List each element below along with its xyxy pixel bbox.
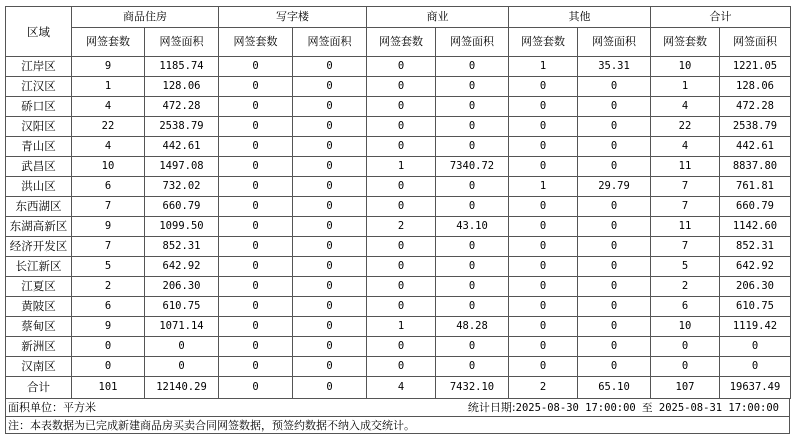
header-row-sub (6, 28, 791, 57)
count-cell: 0 (219, 57, 293, 77)
count-cell: 0 (219, 357, 293, 377)
area-cell: 0 (293, 97, 367, 117)
count-cell: 0 (509, 297, 578, 317)
region-name: 武昌区 (6, 157, 72, 177)
count-cell: 9 (72, 217, 145, 237)
table-row (6, 177, 791, 197)
area-cell: 0 (436, 137, 509, 157)
area-cell: 442.61 (145, 137, 219, 157)
count-cell: 11 (651, 157, 720, 177)
count-cell: 0 (509, 237, 578, 257)
area-cell: 0 (436, 237, 509, 257)
area-cell: 0 (436, 197, 509, 217)
group-header: 合计 (651, 7, 791, 28)
count-cell: 1 (367, 157, 436, 177)
area-cell: 7340.72 (436, 157, 509, 177)
count-cell: 0 (219, 157, 293, 177)
area-cell: 0 (578, 77, 651, 97)
table-body (6, 57, 791, 399)
region-name: 经济开发区 (6, 237, 72, 257)
area-cell: 206.30 (145, 277, 219, 297)
group-header: 其他 (509, 7, 651, 28)
region-name: 蔡甸区 (6, 317, 72, 337)
count-cell: 0 (367, 337, 436, 357)
area-cell: 0 (578, 97, 651, 117)
table-row (6, 317, 791, 337)
table-row (6, 117, 791, 137)
area-cell: 43.10 (436, 217, 509, 237)
count-cell: 9 (72, 57, 145, 77)
area-cell: 128.06 (720, 77, 791, 97)
count-cell: 0 (367, 137, 436, 157)
total-label: 合计 (6, 377, 72, 399)
region-name: 长江新区 (6, 257, 72, 277)
count-cell: 0 (367, 197, 436, 217)
sub-header-area: 网签面积 (720, 28, 791, 57)
count-cell: 0 (219, 297, 293, 317)
count-cell: 0 (219, 97, 293, 117)
count-cell: 10 (72, 157, 145, 177)
count-cell: 0 (509, 157, 578, 177)
region-name: 东西湖区 (6, 197, 72, 217)
area-cell: 610.75 (720, 297, 791, 317)
area-cell: 0 (436, 97, 509, 117)
area-cell: 35.31 (578, 57, 651, 77)
footnote: 注：本表数据为已完成新建商品房买卖合同网签数据，预签约数据不纳入成交统计。 (5, 417, 790, 434)
area-cell: 1221.05 (720, 57, 791, 77)
area-cell: 0 (436, 257, 509, 277)
area-cell: 1142.60 (720, 217, 791, 237)
area-cell: 19637.49 (720, 377, 791, 399)
count-cell: 0 (219, 257, 293, 277)
area-cell: 0 (578, 217, 651, 237)
area-cell: 0 (436, 77, 509, 97)
count-cell: 0 (219, 377, 293, 399)
table-row (6, 217, 791, 237)
area-cell: 0 (578, 257, 651, 277)
area-cell: 0 (578, 197, 651, 217)
count-cell: 10 (651, 57, 720, 77)
stat-date-range: 2025-08-30 17:00:00 至 2025-08-31 17:00:00 (515, 402, 779, 414)
total-row (6, 377, 791, 399)
area-cell: 29.79 (578, 177, 651, 197)
stat-date (468, 399, 779, 417)
count-cell: 0 (509, 317, 578, 337)
group-header: 写字楼 (219, 7, 367, 28)
region-name: 洪山区 (6, 177, 72, 197)
area-cell: 0 (293, 337, 367, 357)
count-cell: 2 (651, 277, 720, 297)
count-cell: 0 (367, 57, 436, 77)
area-cell: 0 (293, 177, 367, 197)
footer-bar (5, 399, 790, 417)
area-cell: 12140.29 (145, 377, 219, 399)
table-row (6, 197, 791, 217)
area-cell: 642.92 (145, 257, 219, 277)
area-cell: 65.10 (578, 377, 651, 399)
area-cell: 128.06 (145, 77, 219, 97)
count-cell: 7 (651, 197, 720, 217)
count-cell: 22 (651, 117, 720, 137)
count-cell: 2 (367, 217, 436, 237)
area-cell: 0 (293, 137, 367, 157)
region-name: 汉阳区 (6, 117, 72, 137)
count-cell: 0 (367, 237, 436, 257)
count-cell: 4 (651, 97, 720, 117)
area-cell: 0 (293, 217, 367, 237)
count-cell: 0 (509, 97, 578, 117)
count-cell: 0 (219, 317, 293, 337)
sub-header-area: 网签面积 (578, 28, 651, 57)
sub-header-count: 网签套数 (367, 28, 436, 57)
count-cell: 0 (367, 277, 436, 297)
table-row (6, 337, 791, 357)
count-cell: 0 (219, 237, 293, 257)
sub-header-area: 网签面积 (436, 28, 509, 57)
count-cell: 0 (651, 337, 720, 357)
count-cell: 6 (72, 297, 145, 317)
count-cell: 0 (367, 297, 436, 317)
area-cell: 610.75 (145, 297, 219, 317)
count-cell: 0 (509, 117, 578, 137)
group-header: 商业 (367, 7, 509, 28)
area-cell: 852.31 (720, 237, 791, 257)
area-cell: 206.30 (720, 277, 791, 297)
count-cell: 4 (367, 377, 436, 399)
area-cell: 732.02 (145, 177, 219, 197)
group-header: 商品住房 (72, 7, 219, 28)
area-cell: 1119.42 (720, 317, 791, 337)
area-cell: 442.61 (720, 137, 791, 157)
area-cell: 0 (293, 197, 367, 217)
count-cell: 9 (72, 317, 145, 337)
count-cell: 6 (651, 297, 720, 317)
count-cell: 0 (509, 137, 578, 157)
count-cell: 0 (72, 357, 145, 377)
count-cell: 0 (367, 77, 436, 97)
count-cell: 0 (219, 177, 293, 197)
area-cell: 0 (578, 337, 651, 357)
area-cell: 472.28 (145, 97, 219, 117)
region-name: 青山区 (6, 137, 72, 157)
area-cell: 0 (578, 157, 651, 177)
count-cell: 1 (651, 77, 720, 97)
area-cell: 1099.50 (145, 217, 219, 237)
area-cell: 852.31 (145, 237, 219, 257)
count-cell: 0 (367, 97, 436, 117)
count-cell: 10 (651, 317, 720, 337)
count-cell: 0 (509, 357, 578, 377)
area-cell: 0 (293, 357, 367, 377)
sub-header-area: 网签面积 (145, 28, 219, 57)
count-cell: 4 (72, 97, 145, 117)
count-cell: 5 (72, 257, 145, 277)
area-cell: 0 (293, 157, 367, 177)
count-cell: 22 (72, 117, 145, 137)
count-cell: 0 (219, 117, 293, 137)
table-row (6, 57, 791, 77)
count-cell: 7 (72, 237, 145, 257)
area-cell: 472.28 (720, 97, 791, 117)
region-header: 区域 (6, 7, 72, 57)
area-cell: 2538.79 (145, 117, 219, 137)
region-name: 江夏区 (6, 277, 72, 297)
area-cell: 7432.10 (436, 377, 509, 399)
count-cell: 4 (72, 137, 145, 157)
area-cell: 0 (145, 357, 219, 377)
count-cell: 1 (367, 317, 436, 337)
sub-header-count: 网签套数 (219, 28, 293, 57)
area-cell: 0 (293, 237, 367, 257)
area-cell: 0 (145, 337, 219, 357)
count-cell: 0 (367, 357, 436, 377)
area-cell: 0 (436, 117, 509, 137)
area-cell: 48.28 (436, 317, 509, 337)
region-name: 江岸区 (6, 57, 72, 77)
area-cell: 0 (293, 277, 367, 297)
count-cell: 7 (651, 177, 720, 197)
area-cell: 0 (293, 117, 367, 137)
count-cell: 0 (219, 137, 293, 157)
region-name: 新洲区 (6, 337, 72, 357)
area-cell: 0 (578, 117, 651, 137)
area-cell: 0 (293, 297, 367, 317)
count-cell: 0 (367, 257, 436, 277)
area-cell: 642.92 (720, 257, 791, 277)
area-cell: 2538.79 (720, 117, 791, 137)
area-cell: 0 (578, 137, 651, 157)
area-cell: 0 (578, 277, 651, 297)
region-name: 东湖高新区 (6, 217, 72, 237)
area-cell: 0 (436, 337, 509, 357)
area-cell: 1071.14 (145, 317, 219, 337)
sub-header-count: 网签套数 (509, 28, 578, 57)
area-cell: 0 (436, 357, 509, 377)
count-cell: 0 (509, 257, 578, 277)
count-cell: 1 (72, 77, 145, 97)
count-cell: 0 (72, 337, 145, 357)
count-cell: 1 (509, 57, 578, 77)
area-cell: 0 (293, 317, 367, 337)
area-cell: 0 (720, 337, 791, 357)
header-row-groups (6, 7, 791, 28)
area-cell: 0 (436, 57, 509, 77)
count-cell: 4 (651, 137, 720, 157)
area-cell: 660.79 (720, 197, 791, 217)
region-name: 汉南区 (6, 357, 72, 377)
table-row (6, 277, 791, 297)
table-row (6, 237, 791, 257)
area-cell: 0 (578, 317, 651, 337)
count-cell: 11 (651, 217, 720, 237)
count-cell: 7 (651, 237, 720, 257)
count-cell: 0 (367, 117, 436, 137)
area-unit-label: 面积单位：平方米 (8, 401, 96, 414)
table-row (6, 357, 791, 377)
count-cell: 0 (509, 77, 578, 97)
sales-report-sheet (5, 6, 790, 434)
area-cell: 0 (578, 297, 651, 317)
area-cell: 0 (436, 277, 509, 297)
count-cell: 0 (509, 217, 578, 237)
area-cell: 0 (293, 77, 367, 97)
table-row (6, 297, 791, 317)
count-cell: 0 (219, 337, 293, 357)
count-cell: 2 (72, 277, 145, 297)
stat-date-label: 统计日期: (467, 401, 516, 414)
count-cell: 101 (72, 377, 145, 399)
area-cell: 0 (436, 297, 509, 317)
count-cell: 5 (651, 257, 720, 277)
count-cell: 1 (509, 177, 578, 197)
area-cell: 0 (578, 237, 651, 257)
area-cell: 0 (293, 377, 367, 399)
area-cell: 8837.80 (720, 157, 791, 177)
count-cell: 107 (651, 377, 720, 399)
count-cell: 0 (219, 217, 293, 237)
area-cell: 0 (720, 357, 791, 377)
count-cell: 0 (219, 197, 293, 217)
area-cell: 0 (578, 357, 651, 377)
area-cell: 0 (293, 57, 367, 77)
area-cell: 660.79 (145, 197, 219, 217)
sub-header-count: 网签套数 (651, 28, 720, 57)
area-cell: 0 (436, 177, 509, 197)
region-name: 硚口区 (6, 97, 72, 117)
table-row (6, 257, 791, 277)
region-name: 江汉区 (6, 77, 72, 97)
sub-header-area: 网签面积 (293, 28, 367, 57)
sales-table (5, 6, 791, 399)
count-cell: 0 (651, 357, 720, 377)
count-cell: 0 (219, 77, 293, 97)
table-row (6, 157, 791, 177)
count-cell: 2 (509, 377, 578, 399)
area-cell: 1185.74 (145, 57, 219, 77)
count-cell: 6 (72, 177, 145, 197)
table-row (6, 77, 791, 97)
table-row (6, 97, 791, 117)
count-cell: 0 (219, 277, 293, 297)
table-row (6, 137, 791, 157)
count-cell: 0 (509, 277, 578, 297)
area-cell: 1497.08 (145, 157, 219, 177)
area-cell: 0 (293, 257, 367, 277)
count-cell: 0 (367, 177, 436, 197)
area-cell: 761.81 (720, 177, 791, 197)
region-name: 黄陂区 (6, 297, 72, 317)
count-cell: 0 (509, 197, 578, 217)
sub-header-count: 网签套数 (72, 28, 145, 57)
count-cell: 0 (509, 337, 578, 357)
count-cell: 7 (72, 197, 145, 217)
